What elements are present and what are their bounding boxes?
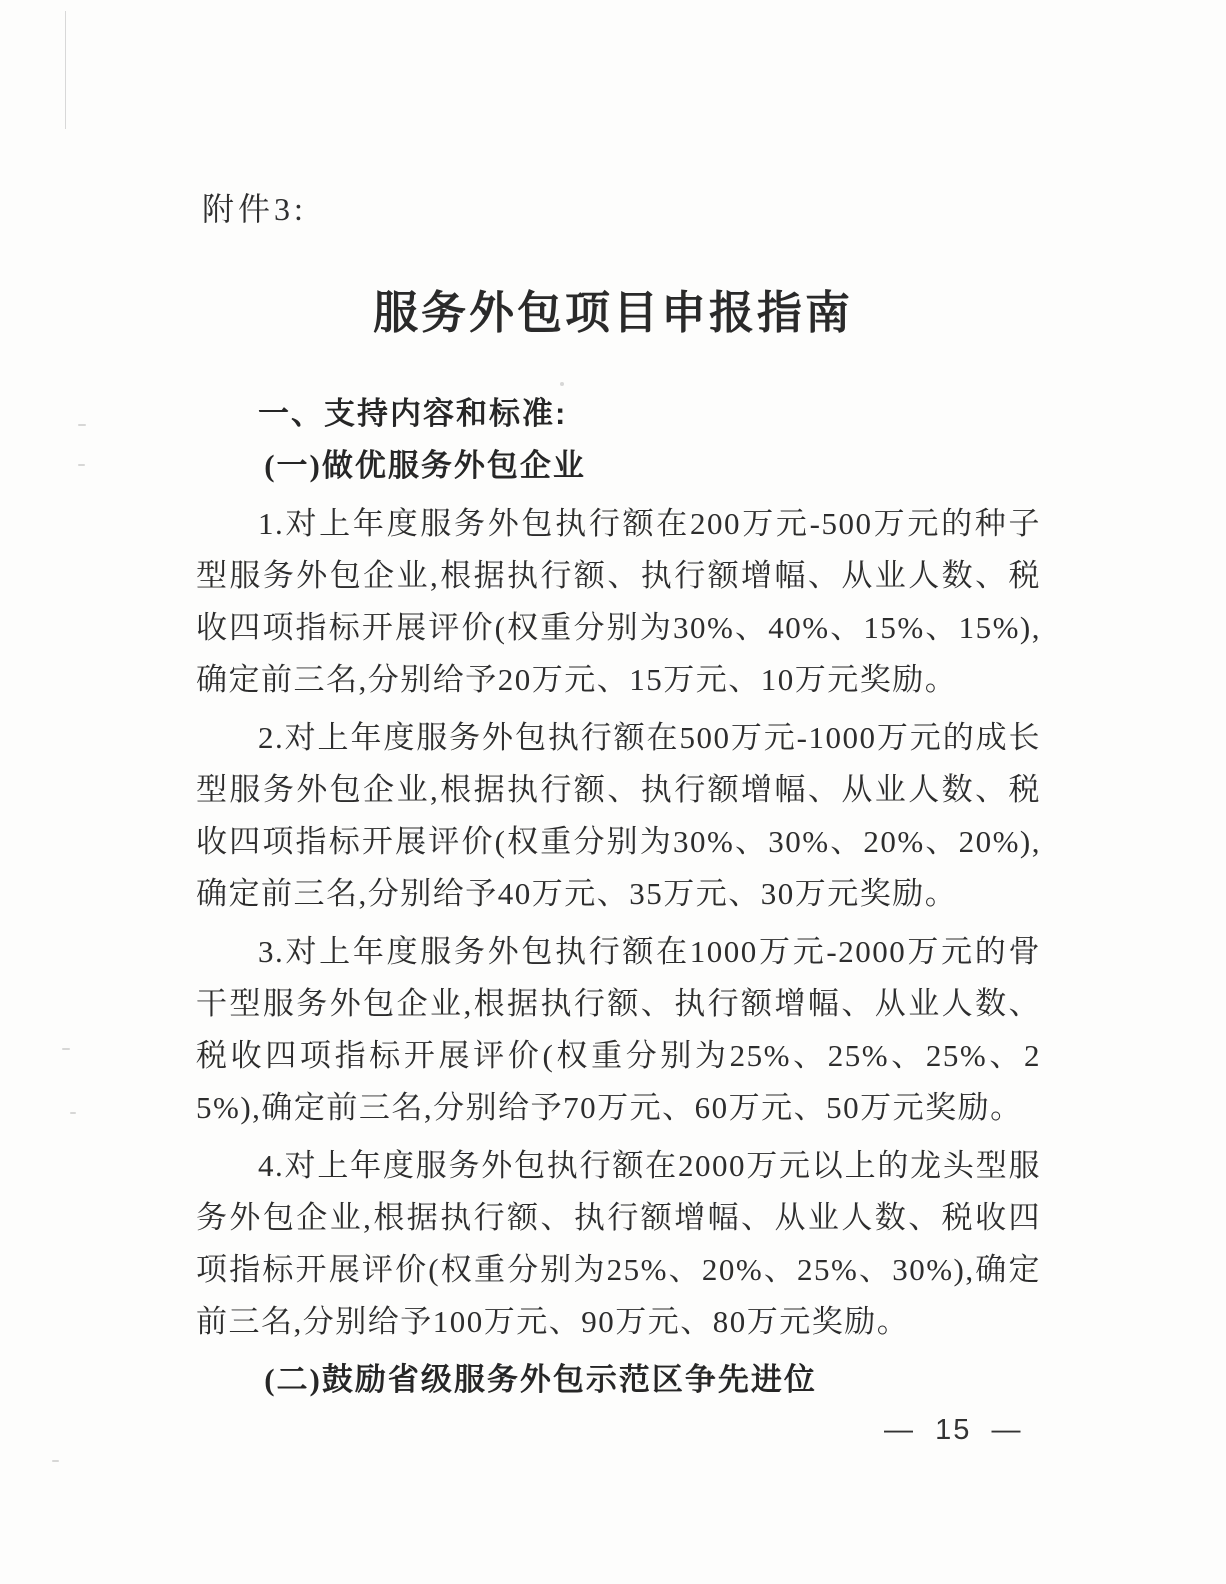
scan-speck	[52, 1460, 59, 1462]
paragraph-leader-tier: 4.对上年度服务外包执行额在2000万元以上的龙头型服务外包企业,根据执行额、执行额增幅、从业人数、税收四项指标开展评价(权重分别为25%、20%、25%、30%),确定前三名,分别给予100万元、90万元、80万元奖励。	[196, 1148, 1041, 1339]
scan-speck	[560, 382, 564, 386]
scan-speck	[62, 1048, 70, 1050]
subsection-2-heading: (二)鼓励省级服务外包示范区争先进位	[264, 1362, 817, 1397]
section-heading: 一、支持内容和标准:	[258, 396, 568, 431]
paragraph-seed-tier: 1.对上年度服务外包执行额在200万元-500万元的种子型服务外包企业,根据执行额、执行额增幅、从业人数、税收四项指标开展评价(权重分别为30%、40%、15%、15%),确定前三名,分别给予20万元、15万元、10万元奖励。	[196, 506, 1041, 697]
scan-artifact-vertical-line	[65, 11, 66, 129]
scan-speck	[78, 424, 86, 426]
paragraph-growth-tier: 2.对上年度服务外包执行额在500万元-1000万元的成长型服务外包企业,根据执行额、执行额增幅、从业人数、税收四项指标开展评价(权重分别为30%、30%、20%、20%),确定前三名,分别给予40万元、35万元、30万元奖励。	[196, 720, 1041, 911]
page-number: — 15 —	[884, 1414, 1023, 1446]
attachment-label: 附件3:	[202, 191, 307, 227]
scan-speck	[78, 464, 85, 466]
document-title: 服务外包项目申报指南	[372, 288, 853, 338]
scan-speck	[70, 1112, 76, 1114]
document-body	[196, 388, 1041, 1406]
paragraph-backbone-tier: 3.对上年度服务外包执行额在1000万元-2000万元的骨干型服务外包企业,根据执行额、执行额增幅、从业人数、税收四项指标开展评价(权重分别为25%、25%、25%、25%),确定前三名,分别给予70万元、60万元、50万元奖励。	[196, 934, 1041, 1125]
subsection-1-heading: (一)做优服务外包企业	[264, 448, 586, 483]
